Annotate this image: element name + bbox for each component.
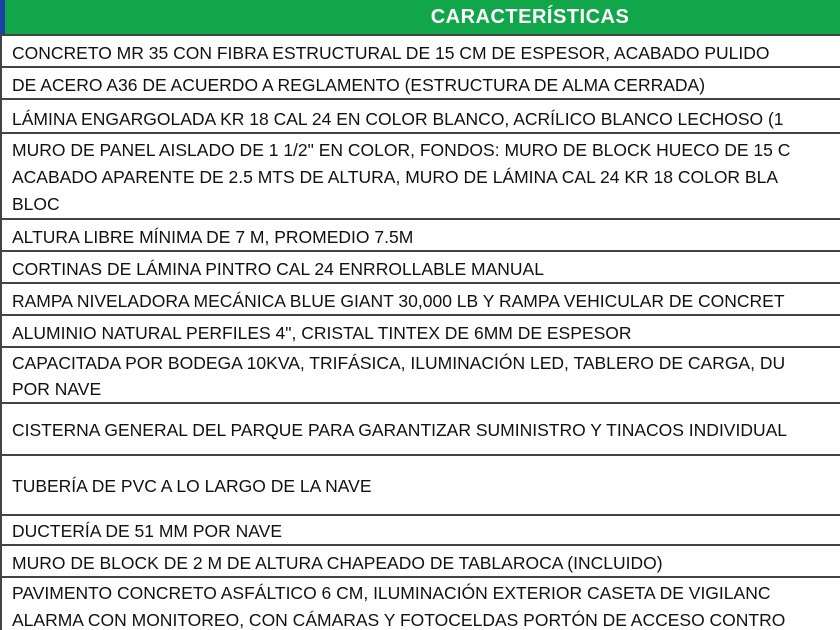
table-row[interactable] [0, 220, 840, 252]
table-row[interactable] [0, 456, 840, 516]
cell-text: CISTERNA GENERAL DEL PARQUE PARA GARANTIZAR SUMINISTRO Y TINACOS INDIVIDUAL [12, 420, 788, 440]
table-row[interactable] [0, 516, 840, 546]
table-row[interactable] [0, 348, 840, 404]
cell-text: CONCRETO MR 35 CON FIBRA ESTRUCTURAL DE 15 CM DE ESPESOR, ACABADO PULIDO [12, 43, 770, 63]
column-header-label: CARACTERÍSTICAS [430, 5, 630, 28]
cell-text: CAPACITADA POR BODEGA 10KVA, TRIFÁSICA, ILUMINACIÓN LED, TABLERO DE CARGA, DU [12, 353, 786, 373]
cell-text: DE ACERO A36 DE ACUERDO A REGLAMENTO (ESTRUCTURA DE ALMA CERRADA) [12, 75, 706, 95]
cell-text: MURO DE PANEL AISLADO DE 1 1/2" EN COLOR, FONDOS: MURO DE BLOCK HUECO DE 15 C [12, 140, 791, 160]
table-row[interactable] [0, 36, 840, 68]
cell-text: TUBERÍA DE PVC A LO LARGO DE LA NAVE [12, 476, 372, 496]
cell-text: ALARMA CON MONITOREO, CON CÁMARAS Y FOTOCELDAS PORTÓN DE ACCESO CONTRO [12, 610, 786, 630]
table-row[interactable] [0, 404, 840, 456]
column-header[interactable] [5, 0, 840, 34]
table-row[interactable] [0, 284, 840, 316]
table-row[interactable] [0, 134, 840, 220]
cell-text: LÁMINA ENGARGOLADA KR 18 CAL 24 EN COLOR BLANCO, ACRÍLICO BLANCO LECHOSO (1 [12, 109, 784, 129]
table-row[interactable] [0, 316, 840, 348]
cell-text: ACABADO APARENTE DE 2.5 MTS DE ALTURA, MURO DE LÁMINA CAL 24 KR 18 COLOR BLA [12, 167, 779, 187]
cell-text: ALTURA LIBRE MÍNIMA DE 7 M, PROMEDIO 7.5M [12, 227, 414, 247]
table-row[interactable] [0, 546, 840, 578]
cell-text: RAMPA NIVELADORA MECÁNICA BLUE GIANT 30,000 LB Y RAMPA VEHICULAR DE CONCRET [12, 291, 785, 311]
characteristics-table [0, 34, 840, 630]
table-row[interactable] [0, 578, 840, 630]
cell-text: DUCTERÍA DE 51 MM POR NAVE [12, 521, 283, 541]
cell-text: BLOC [12, 194, 60, 214]
table-row[interactable] [0, 252, 840, 284]
cell-text: PAVIMENTO CONCRETO ASFÁLTICO 6 CM, ILUMINACIÓN EXTERIOR CASETA DE VIGILANC [12, 583, 771, 603]
cell-text: POR NAVE [12, 379, 102, 399]
cell-text: ALUMINIO NATURAL PERFILES 4", CRISTAL TINTEX DE 6MM DE ESPESOR [12, 323, 632, 343]
table-row[interactable] [0, 68, 840, 100]
cell-text: CORTINAS DE LÁMINA PINTRO CAL 24 ENRROLLABLE MANUAL [12, 259, 544, 279]
cell-text: MURO DE BLOCK DE 2 M DE ALTURA CHAPEADO DE TABLAROCA (INCLUIDO) [12, 553, 663, 573]
table-row[interactable] [0, 100, 840, 134]
